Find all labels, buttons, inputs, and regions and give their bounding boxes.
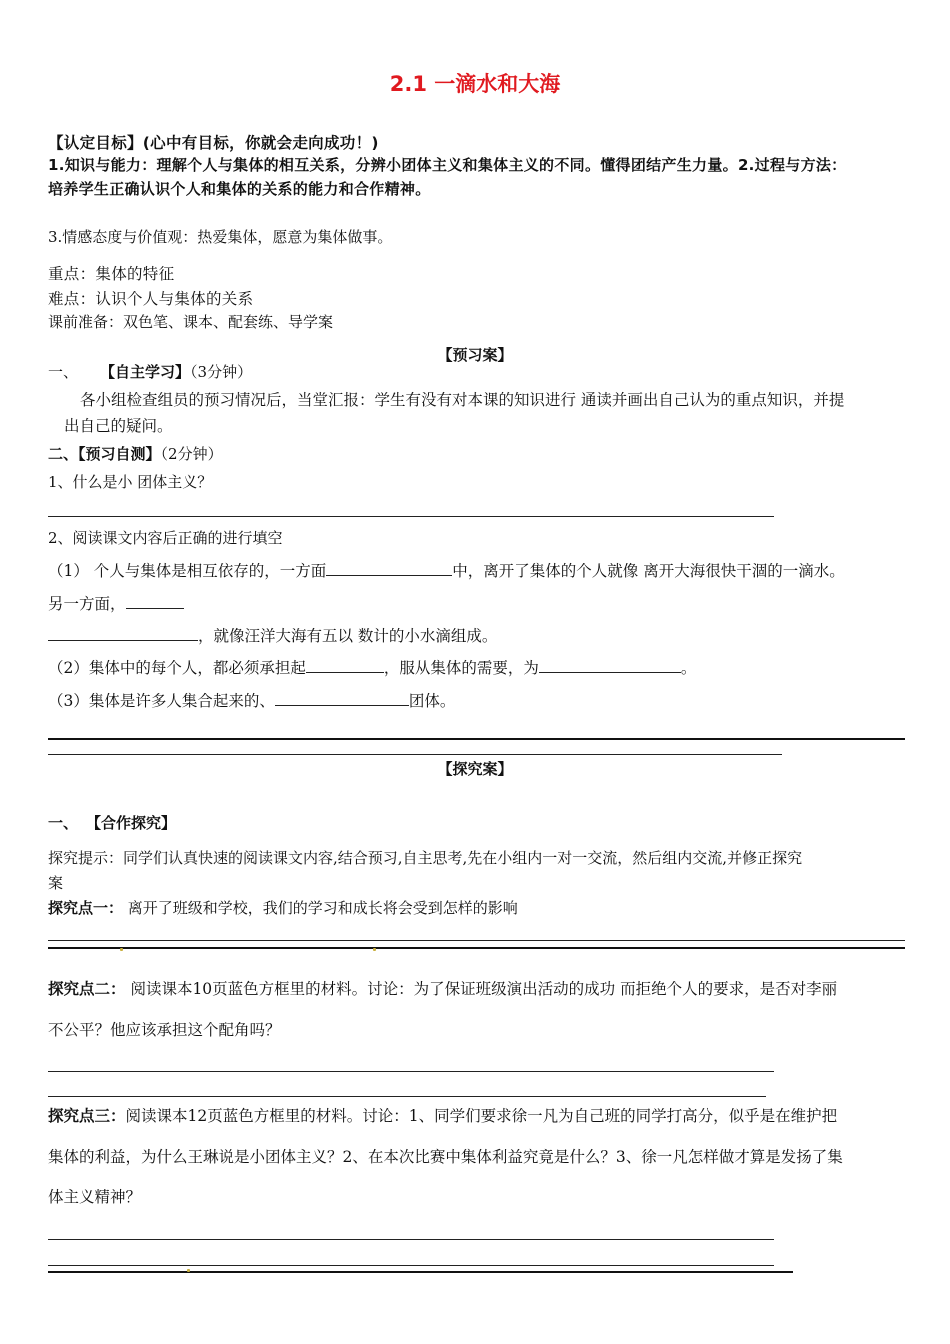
fill-item-2-part-a: （2）集体中的每个人，都必须承担起 [48,659,306,677]
point-text: 阅读课本12页蓝色方框里的材料。讨论：1、同学们要求徐一凡为自己班的同学打高分，似乎是在维护把 [125,1107,838,1125]
question-1: 1、什么是小 团体主义？ [48,473,213,491]
fill-item-1-part-b: 中，离开了集体的个人就像 离开大海很快干涸的一滴水。 [452,562,845,580]
point-label: 探究点一： [48,899,124,917]
fill-item-3-part-b: 团体。 [408,692,456,710]
page-title: 2.1 一滴水和大海 [389,72,561,96]
point-label: 探究点三： [48,1106,126,1125]
answer-line [48,754,782,755]
goals-line-2: 培养学生正确认识个人和集体的关系的能力和合作精神。 [48,180,431,198]
goals-line-1: 1.知识与能力：理解个人与集体的相互关系，分辨小团体主义和集体主义的不同。懂得团结产生力量。2.过程与方法： [48,156,847,174]
goals-line-3: 3.情感态度与价值观：热爱集体，愿意为集体做事。 [48,228,393,246]
section-time: （2分钟） [160,445,223,463]
goals-heading: 【认定目标】(心中有目标，你就会走向成功！) [48,134,379,152]
fill-item-3 [48,689,455,711]
blank-field[interactable] [539,656,681,673]
section-number: 二、 [48,445,79,463]
speck [373,948,376,951]
answer-line [48,738,905,740]
point-text: 离开了班级和学校，我们的学习和成长将会受到怎样的影响 [123,899,518,917]
explore-point-1 [48,897,518,918]
speck [187,1269,190,1272]
point-text: 阅读课本10页蓝色方框里的材料。讨论：为了保证班级演出活动的成功 而拒绝个人的要求，是否对李丽 [125,980,838,998]
answer-line [48,1071,774,1072]
preview-section-1 [48,361,252,382]
explore-point-3-cont-2: 体主义精神？ [48,1188,142,1206]
explore-point-2 [48,977,837,999]
answer-line [48,947,905,949]
blank-field[interactable] [275,689,409,706]
preview-heading: 【预习案】 [437,346,513,364]
answer-line [48,1271,793,1273]
blank-field[interactable] [326,559,452,576]
fill-item-1-part-c: 另一方面， [48,595,126,613]
fill-item-3-part-a: （3）集体是许多人集合起来的、 [48,692,275,710]
section-number: 一、 [48,363,79,381]
fill-item-1 [48,559,845,581]
blank-field[interactable] [48,624,198,641]
answer-line [48,940,905,941]
section-title: 【合作探究】 [86,814,177,832]
prep-text: 课前准备：双色笔、课本、配套练、导学案 [48,313,334,331]
self-study-paragraph-1: 各小组检查组员的预习情况后，当堂汇报：学生有没有对本课的知识进行 通读并画出自己认为的重点知识，并提 [80,391,845,409]
blank-field[interactable] [306,656,384,673]
focus-text: 重点：集体的特征 [48,265,175,283]
section-title: 【预习自测】 [78,445,161,463]
answer-line [48,516,774,517]
explore-point-3-cont-1: 集体的利益，为什么王琳说是小团体主义？2、在本次比赛中集体利益究竟是什么？3、徐一凡怎样做才算是发扬了集 [48,1148,843,1166]
blank-field[interactable] [126,592,184,609]
explore-heading: 【探究案】 [437,760,513,778]
answer-line [48,1096,766,1097]
section-title: 【自主学习】 [100,363,191,381]
fill-item-2-part-b: ，服从集体的需要，为 [383,659,539,677]
fill-item-1-cont [48,592,184,614]
section-time: （3分钟） [190,363,253,381]
explore-section-1 [48,812,176,833]
answer-line [48,1265,774,1266]
fill-item-2 [48,656,696,678]
self-study-paragraph-2: 出自己的疑问。 [64,417,173,435]
fill-item-2-part-c: 。 [680,659,697,677]
preview-section-2 [48,443,223,464]
fill-item-1-part-a: （1） 个人与集体是相互依存的，一方面 [48,562,327,580]
explore-hint-2: 案 [48,874,64,892]
difficulty-text: 难点：认识个人与集体的关系 [48,290,254,308]
point-label: 探究点二： [48,979,126,998]
explore-point-3 [48,1104,837,1126]
question-2: 2、阅读课文内容后正确的进行填空 [48,529,283,547]
answer-line [48,1239,774,1240]
fill-item-1-part-d: ，就像汪洋大海有五以 数计的小水滴组成。 [198,627,498,645]
explore-hint-1: 探究提示：同学们认真快速的阅读课文内容,结合预习,自主思考,先在小组内一对一交流，然后组内交流,并修正探究 [48,849,803,867]
section-number: 一、 [48,814,79,832]
explore-point-2-cont: 不公平？他应该承担这个配角吗？ [48,1021,281,1039]
speck [120,948,123,951]
fill-item-1-end [48,624,497,646]
